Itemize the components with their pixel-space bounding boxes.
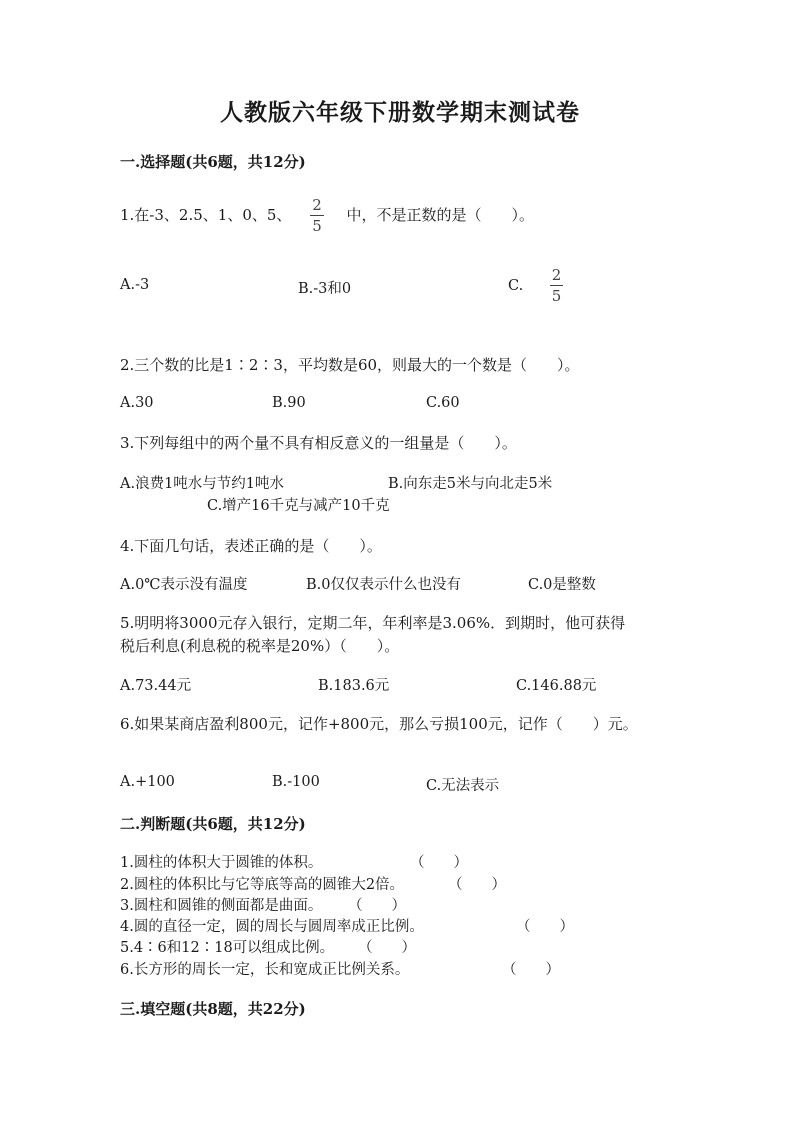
fraction-numerator: 2: [551, 266, 562, 284]
question-1: [120, 198, 534, 234]
q4-option-c: C.0是整数: [528, 577, 596, 593]
q4-option-a: A.0℃表示没有温度: [120, 577, 248, 593]
q6-option-c: C.无法表示: [426, 778, 500, 794]
judgment-item-4: 4.圆的直径一定，圆的周长与圆周率成正比例。: [120, 919, 424, 935]
q3-option-a: A.浪费1吨水与节约1吨水: [120, 476, 285, 492]
q6-option-b: B.-100: [272, 774, 320, 790]
q1-option-c: [508, 268, 563, 304]
question-5-line-1: 5.明明将3000元存入银行，定期二年，年利率是3.06%．到期时，他可获得: [120, 614, 626, 632]
q5-option-a: A.73.44元: [120, 678, 192, 694]
page-title: 人教版六年级下册数学期末测试卷: [220, 99, 580, 126]
judgment-answer-paren-2: （ ）: [448, 877, 506, 893]
judgment-answer-paren-5: （ ）: [358, 940, 416, 956]
question-4: 4.下面几句话，表述正确的是（ ）。: [120, 537, 382, 555]
judgment-item-6: 6.长方形的周长一定，长和宽成正比例关系。: [120, 962, 410, 978]
judgment-item-1: 1.圆柱的体积大于圆锥的体积。: [120, 855, 323, 871]
judgment-item-3: 3.圆柱和圆锥的侧面都是曲面。: [120, 898, 323, 914]
judgment-item-5: 5.4∶6和12∶18可以组成比例。: [120, 940, 335, 956]
fraction-denominator: 5: [551, 287, 562, 305]
q3-option-b: B.向东走5米与向北走5米: [388, 476, 553, 492]
question-3: 3.下列每组中的两个量不具有相反意义的一组量是（ ）。: [120, 434, 517, 452]
question-6: 6.如果某商店盈利800元，记作+800元，那么亏损100元，记作（ ）元。: [120, 715, 638, 733]
section-heading-choice: 一.选择题(共6题，共12分): [120, 153, 306, 171]
section-heading-fill-in: 三.填空题(共8题，共22分): [120, 1000, 306, 1018]
q5-option-c: C.146.88元: [516, 678, 597, 694]
fraction-two-fifths: [310, 198, 324, 234]
q1-option-b: B.-3和0: [298, 281, 352, 297]
q6-option-a: A.+100: [120, 774, 175, 790]
q2-option-b: B.90: [272, 395, 306, 411]
q2-option-a: A.30: [120, 395, 154, 411]
q4-option-b: B.0仅仅表示什么也没有: [306, 577, 461, 593]
q5-option-b: B.183.6元: [318, 678, 390, 694]
judgment-answer-paren-3: （ ）: [348, 898, 406, 914]
fraction-denominator: 5: [312, 217, 322, 235]
question-1-text-after: 中，不是正数的是（ ）。: [346, 206, 535, 224]
q1-option-a: A.-3: [120, 277, 150, 293]
q1-option-c-label: C.: [508, 278, 524, 294]
question-5-line-2: 税后利息(利息税的税率是20%）（ ）。: [120, 637, 400, 655]
q3-option-c: C.增产16千克与减产10千克: [207, 498, 390, 514]
judgment-item-2: 2.圆柱的体积比与它等底等高的圆锥大2倍。: [120, 877, 405, 893]
judgment-answer-paren-6: （ ）: [502, 962, 560, 978]
section-heading-judgment: 二.判断题(共6题，共12分): [120, 815, 306, 833]
q2-option-c: C.60: [426, 395, 460, 411]
question-2: 2.三个数的比是1∶2∶3，平均数是60，则最大的一个数是（ ）。: [120, 356, 580, 374]
fraction-two-fifths: [550, 268, 564, 304]
judgment-answer-paren-1: （ ）: [410, 855, 468, 871]
judgment-answer-paren-4: （ ）: [516, 919, 574, 935]
fraction-numerator: 2: [312, 196, 322, 214]
question-1-text-before: 1.在-3、2.5、1、0、5、: [120, 206, 292, 224]
